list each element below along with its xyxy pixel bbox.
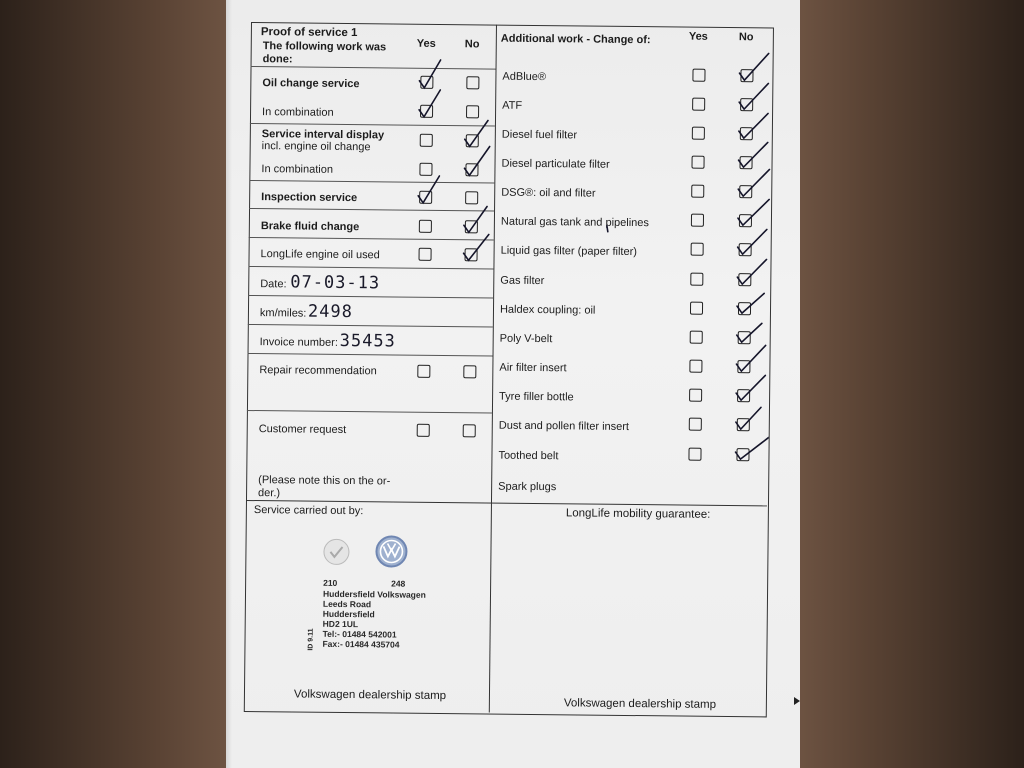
right-row-diesel-fuel-filter: Diesel fuel filter (501, 128, 578, 142)
km-handwritten-value: 2498 (307, 301, 354, 323)
stamp-dealer-name: Huddersfield Volkswagen (322, 588, 426, 600)
date-handwritten-value: 07-03-13 (290, 272, 381, 294)
order-note-line-2: der.) (258, 487, 281, 500)
right-row-atf: ATF (502, 99, 523, 112)
page-arrow-icon (794, 697, 800, 705)
right-row-spark-plugs: Spark plugs (498, 480, 557, 494)
stamp-telephone: Tel:- 01484 542001 (322, 628, 397, 640)
right-row-liquid-gas-filter: Liquid gas filter (paper filter) (500, 244, 638, 259)
row-label-oil-change: Oil change service (262, 77, 360, 91)
right-heading: Additional work - Change of: (500, 32, 651, 47)
dealership-stamp-label-left: Volkswagen dealership stamp (293, 688, 447, 703)
row-label-in-combination-1: In combination (261, 106, 334, 119)
right-row-dsg: DSG®: oil and filter (501, 186, 596, 200)
stamp-town: Huddersfield (322, 608, 375, 620)
order-note-line-1: (Please note this on the or- (258, 474, 391, 488)
stamp-postcode: HD2 1UL (322, 618, 359, 630)
yes-header-right: Yes (688, 30, 708, 43)
right-row-haldex: Haldex coupling: oil (499, 303, 596, 317)
left-heading: The following work was done: (262, 40, 387, 66)
right-row-diesel-particulate: Diesel particulate filter (501, 157, 610, 171)
right-row-air-filter: Air filter insert (499, 361, 567, 375)
row-label-longlife-oil: LongLife engine oil used (260, 248, 380, 262)
customer-request-label: Customer request (258, 423, 347, 437)
right-row-tyre-filler: Tyre filler bottle (499, 390, 574, 404)
right-row-adblue: AdBlue® (502, 70, 547, 84)
form-title: Proof of service 1 (260, 26, 358, 40)
no-header-left: No (464, 38, 480, 51)
stamp-address-line: Leeds Road (322, 598, 372, 610)
service-carried-out-label: Service carried out by: (253, 504, 364, 518)
km-label: km/miles: (259, 307, 307, 320)
row-label-brake-fluid: Brake fluid change (260, 220, 360, 234)
right-row-gas-filter: Gas filter (500, 274, 545, 288)
invoice-handwritten-value: 35453 (339, 330, 396, 352)
stamp-side-code: ID 9.11 (307, 628, 315, 651)
invoice-label: Invoice number: (259, 336, 338, 349)
row-label-service-interval: Service interval display (261, 128, 385, 142)
proof-of-service-form (244, 22, 773, 717)
stamp-code-right: 248 (391, 578, 406, 589)
background-left (0, 0, 226, 768)
stamp-code-left: 210 (323, 577, 338, 588)
right-row-natural-gas: Natural gas tank and pipelines (500, 215, 649, 230)
page-edge-shadow (226, 0, 232, 768)
repair-recommendation-label: Repair recommendation (259, 364, 377, 378)
yes-header-left: Yes (416, 37, 436, 50)
row-label-inspection: Inspection service (261, 191, 358, 205)
dealership-stamp-label-right: Volkswagen dealership stamp (563, 697, 717, 711)
grey-certificate-logo (323, 539, 349, 565)
stamp-fax: Fax:- 01484 435704 (322, 638, 400, 650)
longlife-guarantee-label: LongLife mobility guarantee: (565, 507, 711, 521)
row-sublabel-service-interval: incl. engine oil change (261, 140, 371, 154)
right-row-poly-v-belt: Poly V-belt (499, 332, 553, 346)
no-header-right: No (738, 31, 754, 44)
background-right (798, 0, 1024, 768)
date-label: Date: (260, 278, 287, 291)
row-label-in-combination-2: In combination (261, 163, 334, 176)
right-row-pollen-filter: Dust and pollen filter insert (498, 419, 630, 433)
right-row-toothed-belt: Toothed belt (498, 449, 559, 463)
handwritten-checkmarks (246, 22, 773, 507)
volkswagen-logo (375, 535, 407, 567)
